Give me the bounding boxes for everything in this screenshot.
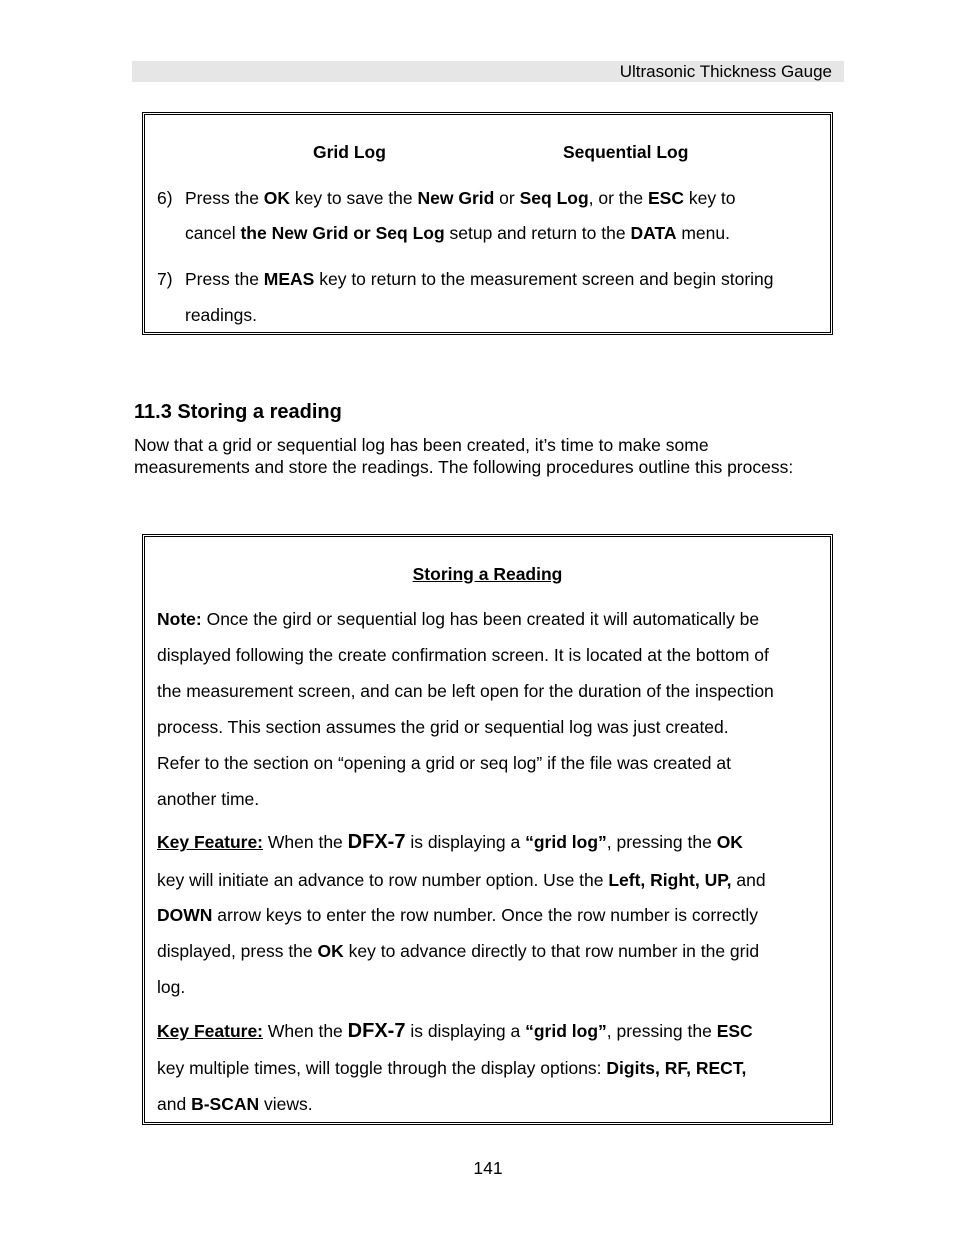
page-number: 141 (473, 1158, 503, 1178)
key-feature-1-line-5: log. (157, 977, 186, 997)
note-line-1: Note: Once the gird or sequential log has been created it will automatically be (157, 609, 760, 629)
header-title: Ultrasonic Thickness Gauge (619, 62, 832, 81)
note-line-5: Refer to the section on “opening a grid or seq log” if the file was created at (157, 753, 731, 773)
note-line-6: another time. (157, 789, 260, 809)
step-6-line-1: Press the OK key to save the New Grid or Seq Log, or the ESC key to (185, 188, 736, 208)
key-feature-1-line-3: DOWN arrow keys to enter the row number. Once the row number is correctly (157, 905, 759, 925)
storing-reading-box (142, 534, 833, 1125)
step-number-6: 6) (157, 188, 173, 208)
box-title: Storing a Reading (412, 564, 563, 584)
note-line-3: the measurement screen, and can be left open for the duration of the inspection (157, 681, 774, 701)
key-feature-label: Key Feature: (157, 832, 264, 852)
grid-log-label: Grid Log (313, 142, 386, 162)
step-6-line-2: cancel the New Grid or Seq Log setup and return to the DATA menu. (185, 223, 730, 243)
sequential-log-label: Sequential Log (563, 142, 689, 162)
key-feature-1-line-2: key will initiate an advance to row number option. Use the Left, Right, UP, and (157, 870, 766, 890)
note-label: Note: (157, 609, 202, 629)
section-heading: 11.3 Storing a reading (134, 401, 342, 423)
key-feature-2-line-1: Key Feature: When the DFX-7 is displaying a “grid log”, pressing the ESC (157, 1020, 753, 1042)
key-feature-2-line-3: and B-SCAN views. (157, 1094, 313, 1114)
instructions-box-continued (142, 112, 833, 335)
note-line-2: displayed following the create confirmation screen. It is located at the bottom of (157, 645, 769, 665)
step-7-line-1: Press the MEAS key to return to the measurement screen and begin storing (185, 269, 774, 289)
key-feature-1-line-4: displayed, press the OK key to advance directly to that row number in the grid (157, 941, 760, 961)
key-feature-1-line-1: Key Feature: When the DFX-7 is displaying a “grid log”, pressing the OK (157, 831, 743, 853)
key-feature-2-line-2: key multiple times, will toggle through the display options: Digits, RF, RECT, (157, 1058, 747, 1078)
step-7-line-2: readings. (185, 305, 257, 325)
key-feature-label: Key Feature: (157, 1021, 264, 1041)
note-line-4: process. This section assumes the grid or sequential log was just created. (157, 717, 729, 737)
step-number-7: 7) (157, 269, 173, 289)
running-header (132, 61, 844, 82)
section-intro-paragraph: Now that a grid or sequential log has been created, it’s time to make some measurements and store the readings. The following procedures outline this process: (134, 435, 794, 477)
